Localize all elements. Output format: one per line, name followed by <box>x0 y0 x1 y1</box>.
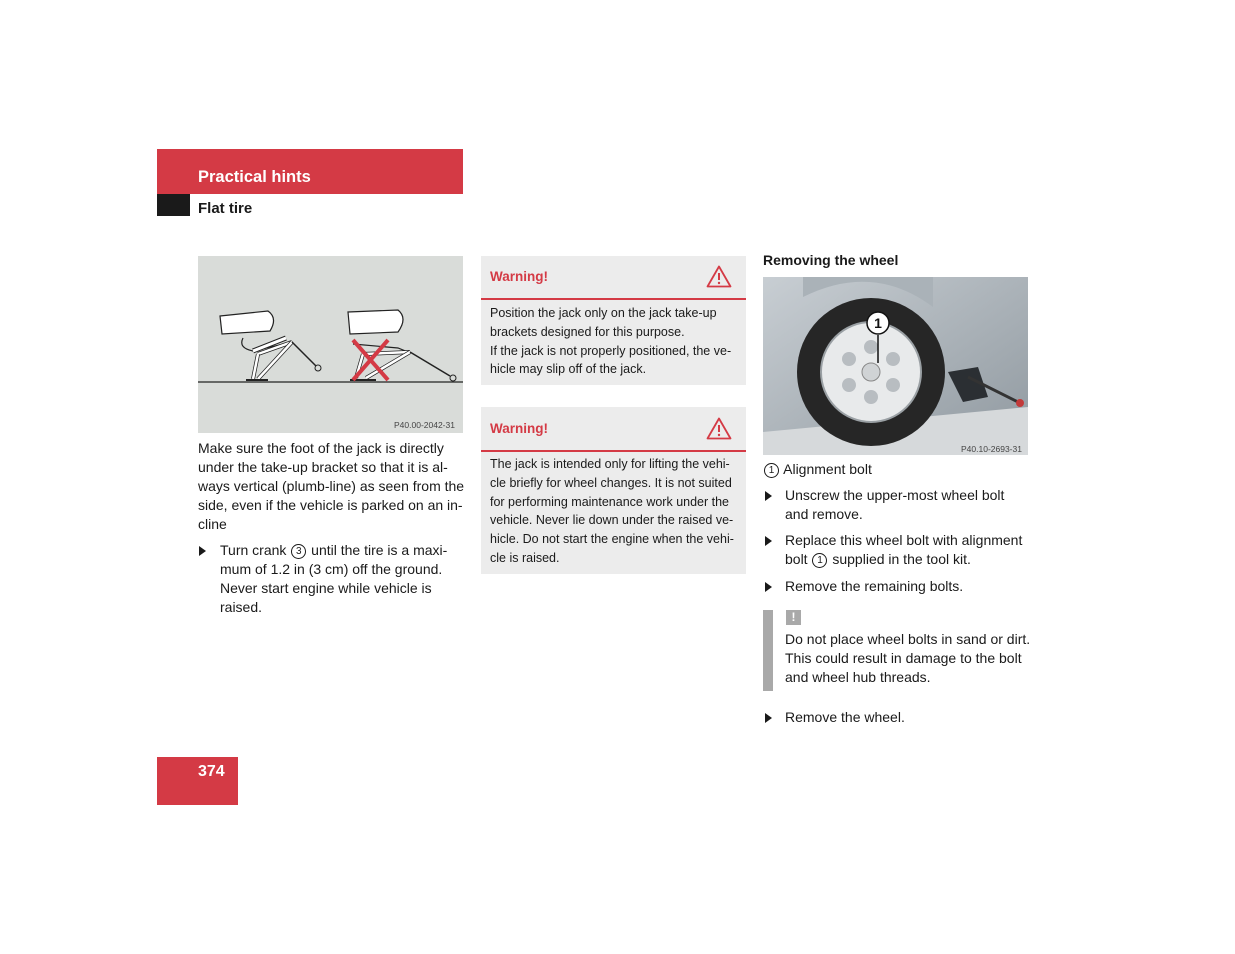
warning-text <box>490 304 740 379</box>
wheel-removal-figure <box>763 277 1028 455</box>
note-line: This could result in damage to the bolt <box>785 650 1022 666</box>
bullet-arrow-icon <box>765 536 772 546</box>
warning-line: hicle. Do not start the engine when the vehi- <box>490 532 734 547</box>
note-exclamation-icon: ! <box>786 610 801 625</box>
warning-label: Warning! <box>490 269 548 284</box>
step-remove-wheel: Remove the wheel. <box>785 709 905 725</box>
figure-code: P40.10-2693-31 <box>961 444 1022 454</box>
bullet-line: Never start engine while vehicle is <box>220 580 432 596</box>
legend-text: Alignment bolt <box>783 461 872 477</box>
note-line: and wheel hub threads. <box>785 669 931 685</box>
paragraph-line: under the take-up bracket so that it is al- <box>198 459 448 475</box>
bullet-arrow-icon <box>765 491 772 501</box>
warning-triangle-icon <box>706 265 732 288</box>
step-remove-bolts <box>785 577 1035 596</box>
warning-header <box>481 407 746 452</box>
removing-wheel-heading: Removing the wheel <box>763 252 899 268</box>
warning-box-jack-position <box>481 256 746 385</box>
paragraph-line: Make sure the foot of the jack is directly <box>198 440 444 456</box>
step-replace-bolt <box>785 531 1035 569</box>
paragraph-line: cline <box>198 516 227 532</box>
warning-header <box>481 256 746 300</box>
crank-instruction <box>220 541 465 617</box>
alignment-bolt-number-circle: 1 <box>812 553 827 568</box>
bullet-line: Turn crank 3 until the tire is a maxi- <box>220 542 448 558</box>
step-line: and remove. <box>785 506 863 522</box>
step-unscrew-bolt <box>785 486 1035 524</box>
paragraph-line: side, even if the vehicle is parked on an in- <box>198 497 463 513</box>
note-side-bar <box>763 610 773 691</box>
note-line: Do not place wheel bolts in sand or dirt. <box>785 631 1031 647</box>
section-title: Practical hints <box>198 168 311 186</box>
warning-line: brackets designed for this purpose. <box>490 324 685 339</box>
callout-number: 1 <box>874 315 882 331</box>
step-line: Remove the remaining bolts. <box>785 578 964 594</box>
subsection-title: Flat tire <box>198 200 253 217</box>
warning-line: for performing maintenance work under the <box>490 494 730 509</box>
paragraph-line: ways vertical (plumb-line) as seen from the <box>198 478 465 494</box>
note-text <box>785 630 1035 687</box>
subsection-marker <box>157 194 190 216</box>
warning-line: hicle may slip off of the jack. <box>490 362 647 377</box>
warning-line: Position the jack only on the jack take-up <box>490 306 717 320</box>
legend-number-circle: 1 <box>764 463 779 478</box>
step-line: Replace this wheel bolt with alignment <box>785 532 1023 548</box>
warning-line: If the jack is not properly positioned, the ve- <box>490 343 732 358</box>
warning-box-jack-use <box>481 407 746 574</box>
figure-code: P40.00-2042-31 <box>394 420 455 430</box>
crank-number-circle: 3 <box>291 544 306 559</box>
bullet-line: raised. <box>220 599 263 615</box>
warning-line: cle briefly for wheel changes. It is not suited <box>490 475 732 490</box>
warning-label: Warning! <box>490 421 548 436</box>
page-number: 374 <box>198 763 225 780</box>
bullet-arrow-icon <box>199 546 206 556</box>
jack-position-figure <box>198 256 463 433</box>
warning-triangle-icon <box>706 417 732 440</box>
step-line: bolt 1 supplied in the tool kit. <box>785 551 971 567</box>
jack-diagram-illustration <box>198 256 463 433</box>
jack-instruction-paragraph <box>198 439 466 534</box>
warning-line: cle is raised. <box>490 550 560 565</box>
bullet-arrow-icon <box>765 582 772 592</box>
bullet-line: mum of 1.2 in (3 cm) off the ground. <box>220 561 443 577</box>
bullet-arrow-icon <box>765 713 772 723</box>
warning-line: vehicle. Never lie down under the raised ve- <box>490 513 734 528</box>
step-line: Unscrew the upper-most wheel bolt <box>785 487 1005 503</box>
wheel-photo-illustration <box>763 277 1028 455</box>
figure-legend <box>763 460 872 479</box>
warning-text <box>490 455 740 568</box>
warning-line: The jack is intended only for lifting the vehi- <box>490 457 730 471</box>
